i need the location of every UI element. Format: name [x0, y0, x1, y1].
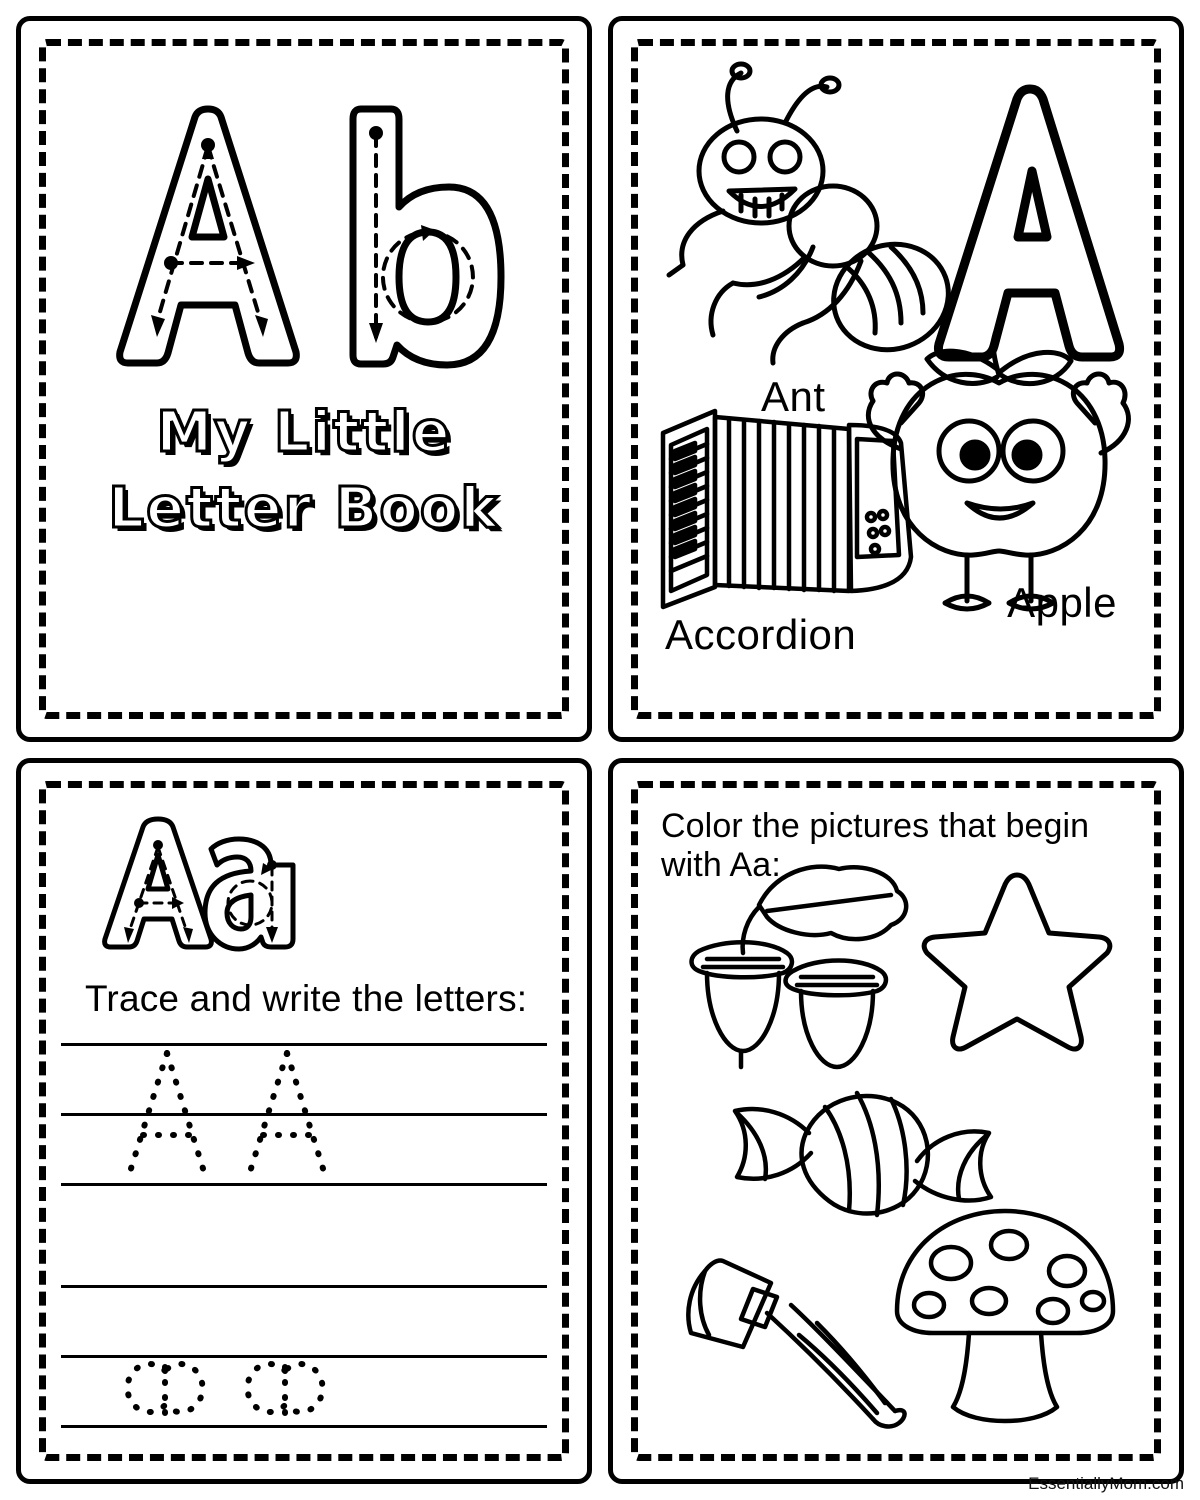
- letter-Aa-trace-icon: [85, 803, 325, 953]
- cover-title-line-2: Letter Book: [108, 475, 500, 541]
- star-picture[interactable]: [917, 865, 1117, 1065]
- color-pictures-body: [643, 793, 1149, 1449]
- apple-label: Apple: [1007, 579, 1117, 626]
- letter-b-trace-outline: [333, 87, 523, 387]
- cover-card: [16, 16, 592, 742]
- dotted-lowercase-a-row: [109, 1349, 369, 1429]
- cover-title-line-1: My Little: [156, 400, 452, 465]
- dotted-uppercase-A-row: [109, 1043, 369, 1185]
- trace-write-card: [16, 758, 592, 1484]
- trace-instruction: Trace and write the letters:: [85, 978, 528, 1019]
- cover-card-body: [51, 51, 557, 707]
- ant-label: Ant: [761, 373, 826, 420]
- letter-A-trace-outline: [85, 87, 315, 387]
- trace-header-letters: [85, 803, 315, 933]
- star-icon: [917, 865, 1117, 1065]
- mushroom-picture[interactable]: [881, 1201, 1131, 1431]
- picture-words-body: [643, 51, 1149, 707]
- apple-icon: [865, 319, 1135, 619]
- trace-write-body: [51, 793, 557, 1449]
- picture-words-card: [608, 16, 1184, 742]
- color-pictures-card: [608, 758, 1184, 1484]
- cover-title: [108, 395, 499, 546]
- acorn-icon: [663, 855, 933, 1085]
- handwriting-lines: [61, 1043, 547, 1445]
- apple-picture: [865, 319, 1135, 619]
- accordion-label: Accordion: [665, 611, 857, 658]
- cover-trace-letters: [85, 87, 523, 387]
- rule-line: [61, 1285, 547, 1288]
- color-instruction: Color the pictures that begin with Aa:: [661, 807, 1090, 884]
- site-credit: EssentiallyMom.com: [1028, 1474, 1184, 1493]
- mushroom-icon: [881, 1201, 1131, 1431]
- acorn-picture[interactable]: [663, 855, 933, 1085]
